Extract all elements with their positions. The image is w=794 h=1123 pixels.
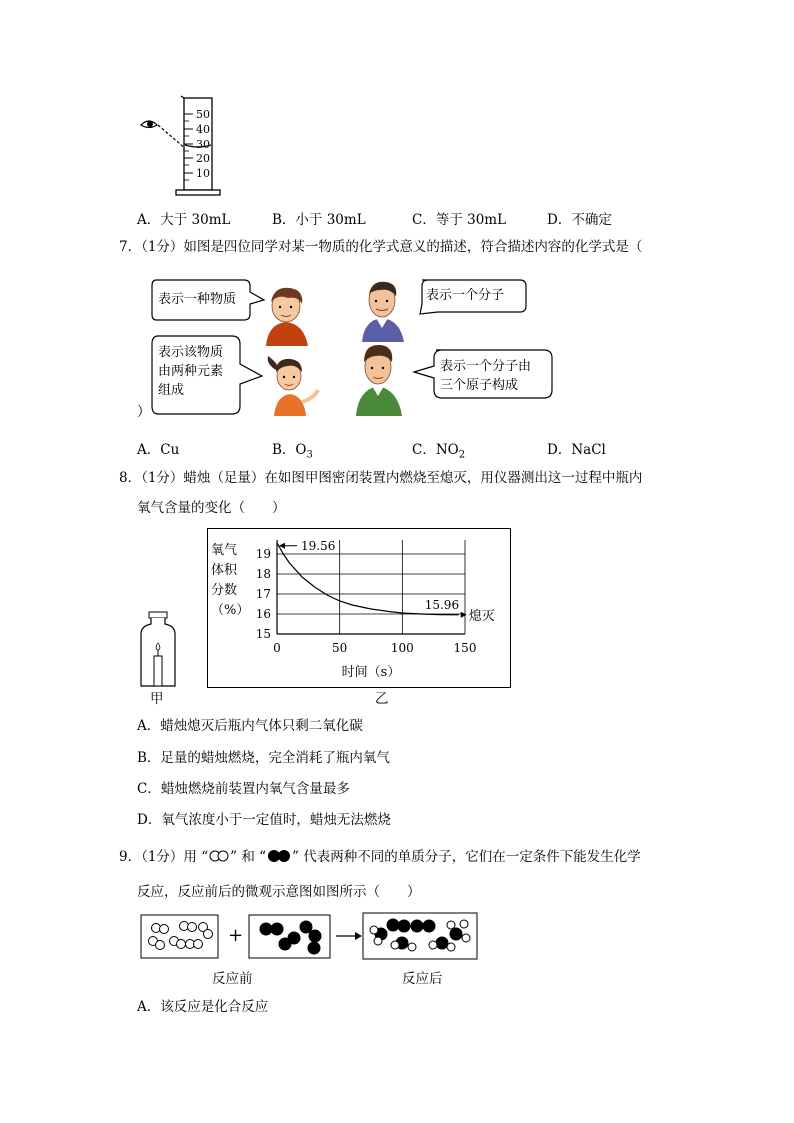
q6-option-c[interactable]: C．等于 30mL (412, 212, 507, 228)
black-molecule-icon (266, 849, 292, 863)
sight-line (158, 125, 187, 150)
q7-close-paren: ） (137, 404, 151, 420)
q9-stem-line-1: 9．（1分）用 “ ” 和 “ ” 代表两种不同的单质分子，它们在一定条件下能发生化学 (119, 849, 641, 865)
white-molecule-icon (208, 850, 230, 862)
reactant-box-white (140, 914, 220, 960)
bubble-3-line-3: 组成 (158, 383, 185, 398)
q8-option-a[interactable]: A．蜡烛熄灭后瓶内气体只剩二氧化碳 (137, 718, 363, 734)
tick-label: 20 (196, 152, 210, 165)
q7-stem: 7．（1分）如图是四位同学对某一物质的化学式意义的描述，符合描述内容的化学式是（ (119, 239, 643, 255)
y-axis-label-line: 体积 (211, 563, 238, 578)
student-4-figure (352, 340, 406, 416)
x-tick-label: 0 (273, 641, 281, 655)
label-yi: 乙 (375, 691, 389, 707)
candle-jar-figure (138, 610, 178, 690)
plus-sign: + (228, 925, 244, 946)
y-tick-label: 19 (255, 547, 271, 561)
q8-option-c[interactable]: C．蜡烛燃烧前装置内氧气含量最多 (137, 781, 350, 797)
annotation-extinguish: 熄灭 (468, 608, 495, 624)
annotation-end-arrowhead (461, 612, 467, 618)
y-axis-label-line: 分数 (211, 583, 238, 598)
label-jia: 甲 (150, 691, 164, 707)
y-tick-label: 18 (255, 567, 271, 581)
q7-option-b[interactable]: B．$O_3$ (272, 442, 313, 461)
q9-option-a[interactable]: A．该反应是化合反应 (137, 999, 269, 1015)
annotation-start-value: 19.56 (301, 538, 336, 553)
bubble-1-text: 表示一种物质 (158, 292, 237, 307)
q6-option-d[interactable]: D．不确定 (547, 212, 612, 228)
y-tick-label: 16 (255, 607, 271, 621)
q8-stem-line-1: 8．（1分）蜡烛（足量）在如图甲图密闭装置内燃烧至熄灭，用仪器测出这一过程中瓶内 (119, 470, 643, 486)
q9-stem-line-2: 反应，反应前后的微观示意图如图所示（ ） (137, 884, 421, 900)
student-1-figure (258, 284, 314, 346)
q7-option-c[interactable]: C．$NO_2$ (412, 442, 466, 461)
annotation-end-value: 15.96 (424, 597, 460, 612)
bubble-4-line-1: 表示一个分子由 (440, 359, 532, 374)
y-tick-label: 17 (255, 587, 271, 601)
cylinder-base (176, 190, 220, 195)
q7-option-a[interactable]: A．Cu (137, 442, 180, 458)
oxygen-chart (207, 528, 511, 688)
eye-icon (141, 121, 157, 128)
student-3-figure (262, 350, 322, 416)
label-after-reaction: 反应后 (402, 971, 443, 987)
tick-label: 40 (196, 123, 210, 136)
q7-option-d[interactable]: D．NaCl (547, 442, 606, 458)
x-axis-label: 时间（s） (341, 665, 401, 680)
y-axis-label-line: 氧气 (211, 543, 238, 558)
graduated-cylinder-figure (135, 92, 225, 200)
y-tick-label: 15 (255, 627, 271, 641)
q8-option-d[interactable]: D．氧气浓度小于一定值时，蜡烛无法燃烧 (137, 812, 391, 828)
product-box (362, 912, 480, 962)
q8-stem-line-2: 氧气含量的变化（ ） (137, 500, 286, 516)
label-before-reaction: 反应前 (212, 971, 253, 987)
q8-option-b[interactable]: B．足量的蜡烛燃烧，完全消耗了瓶内氧气 (137, 750, 390, 766)
bubble-4-line-2: 三个原子构成 (440, 378, 519, 393)
tick-label: 50 (196, 108, 210, 121)
x-tick-label: 100 (390, 641, 414, 655)
tick-label: 30 (196, 138, 210, 151)
q6-option-b[interactable]: B．小于 30mL (272, 212, 366, 228)
reaction-arrow-icon (335, 930, 363, 942)
tick-label: 10 (196, 167, 210, 180)
bubble-3-line-1: 表示该物质 (158, 345, 224, 360)
bubble-2-text: 表示一个分子 (426, 288, 505, 303)
x-tick-label: 50 (332, 641, 348, 655)
y-axis-label-line: （%） (211, 603, 250, 618)
q6-option-a[interactable]: A．大于 30mL (137, 212, 231, 228)
reactant-box-black (248, 914, 332, 960)
student-2-figure (356, 278, 408, 342)
bubble-3-line-2: 由两种元素 (158, 364, 224, 379)
x-tick-label: 150 (453, 641, 477, 655)
